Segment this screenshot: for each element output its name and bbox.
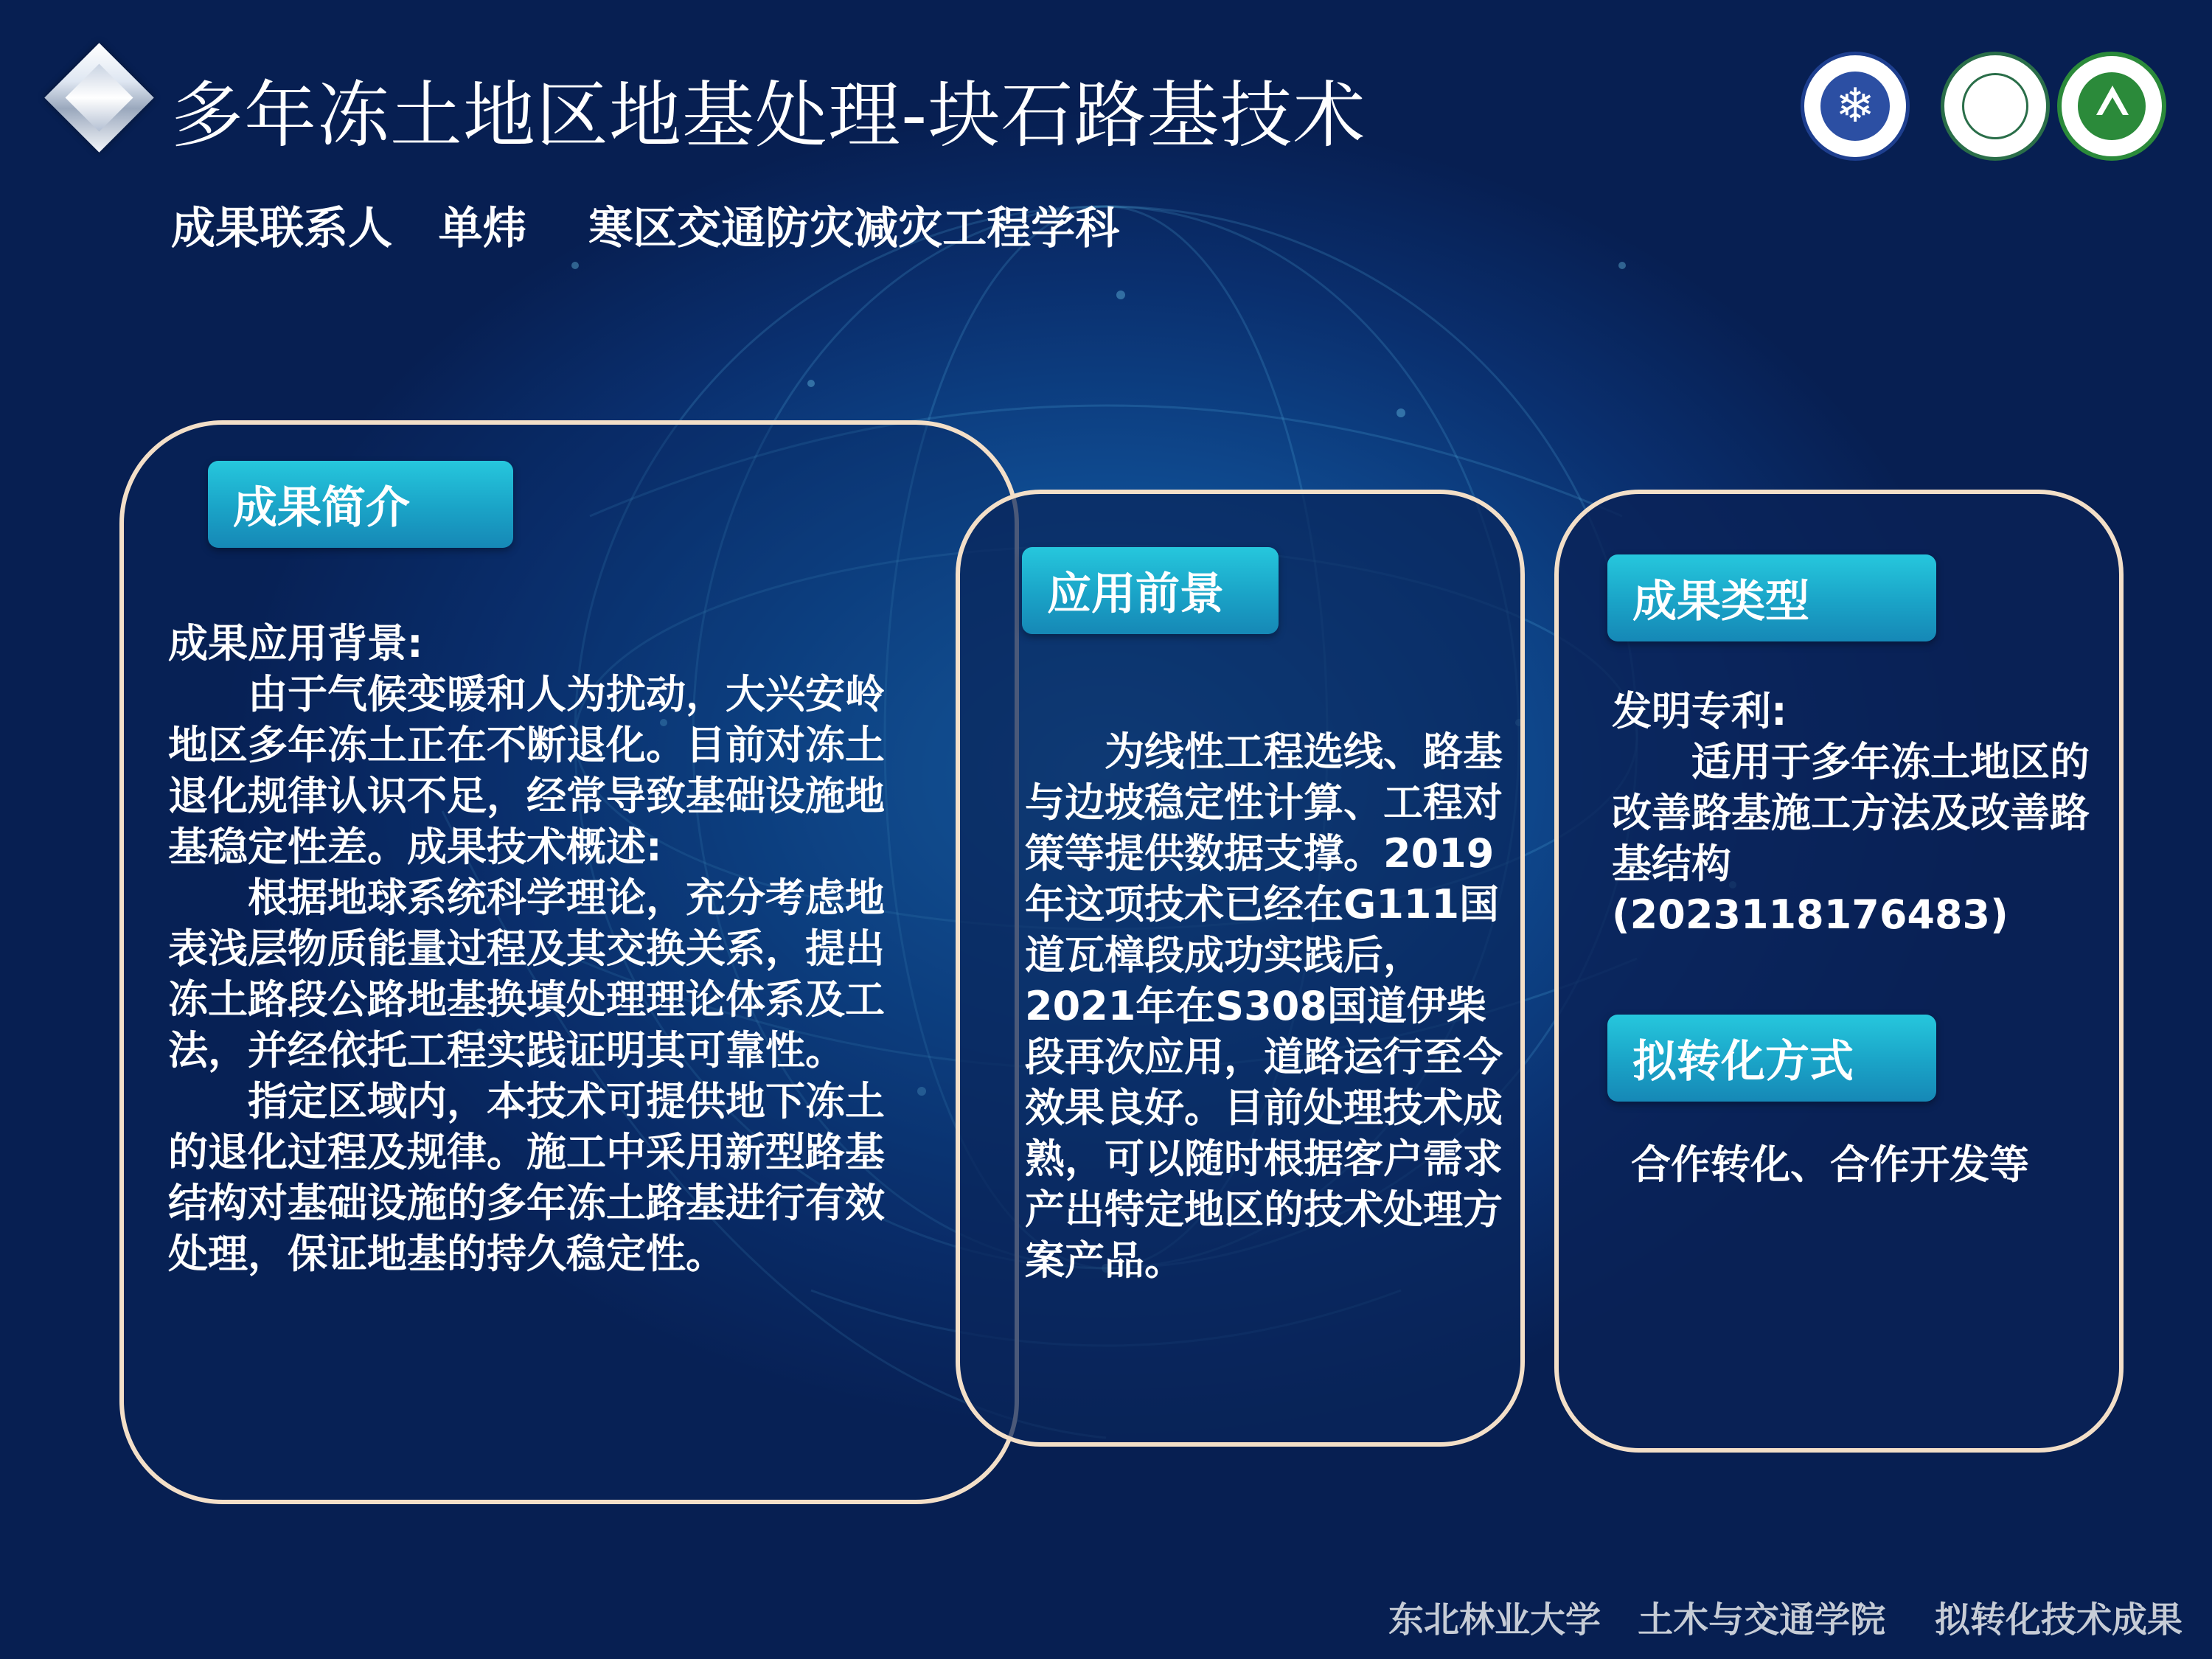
snowflake-emblem-icon: ❄: [1801, 52, 1910, 161]
patent-label: 发明专利:: [1612, 688, 1787, 734]
intro-paragraph: 指定区域内，本技术可提供地下冻土的退化过程及规律。施工中采用新型路基结构对基础设施的多年冻土路基进行有效处理，保证地基的持久稳定性。: [168, 1078, 885, 1277]
application-text: [1025, 726, 1504, 1286]
transfer-text: 合作转化、合作开发等: [1631, 1141, 2029, 1188]
intro-paragraph: 根据地球系统科学理论，充分考虑地表浅层物质能量过程及其交换关系，提出冻土路段公路地基换填处理理论体系及工法，并经依托工程实践证明其可靠性。: [168, 874, 885, 1074]
patent-text: [1612, 686, 2091, 940]
diamond-icon: [44, 43, 153, 152]
intro-paragraph: 由于气候变暖和人为扰动，大兴安岭地区多年冻土正在不断退化。目前对冻土退化规律认识不足，经常导致基础设施地基稳定性差。成果技术概述:: [168, 671, 885, 870]
page-title: 多年冻土地区地基处理-块石路基技术: [171, 74, 1366, 158]
intro-heading: 成果简介: [208, 461, 513, 548]
transfer-heading: 拟转化方式: [1607, 1015, 1936, 1102]
engineering-college-emblem-icon: [1941, 52, 2050, 161]
forestry-university-emblem-icon: [2057, 52, 2166, 161]
intro-text: [168, 618, 913, 1279]
intro-paragraph: 成果应用背景:: [168, 620, 423, 667]
footer: 东北林业大学 土木与交通学院 拟转化技术成果: [1388, 1599, 2183, 1641]
contact-line: 成果联系人 单炜 寒区交通防灾减灾工程学科: [171, 203, 1120, 254]
application-heading: 应用前景: [1022, 547, 1279, 634]
application-paragraph: 为线性工程选线、路基与边坡稳定性计算、工程对策等提供数据支撑。2019年这项技术已经在G111国道瓦樟段成功实践后，2021年在S308国道伊柴段再次应用，道路运行至今效果良好。目前处理技术成熟，可以随时根据客户需求产出特定地区的技术处理方案产品。: [1025, 728, 1503, 1284]
type-heading: 成果类型: [1607, 554, 1936, 641]
patent-description: 适用于多年冻土地区的改善路基施工方法及改善路基结构(2023118176483): [1612, 739, 2090, 938]
